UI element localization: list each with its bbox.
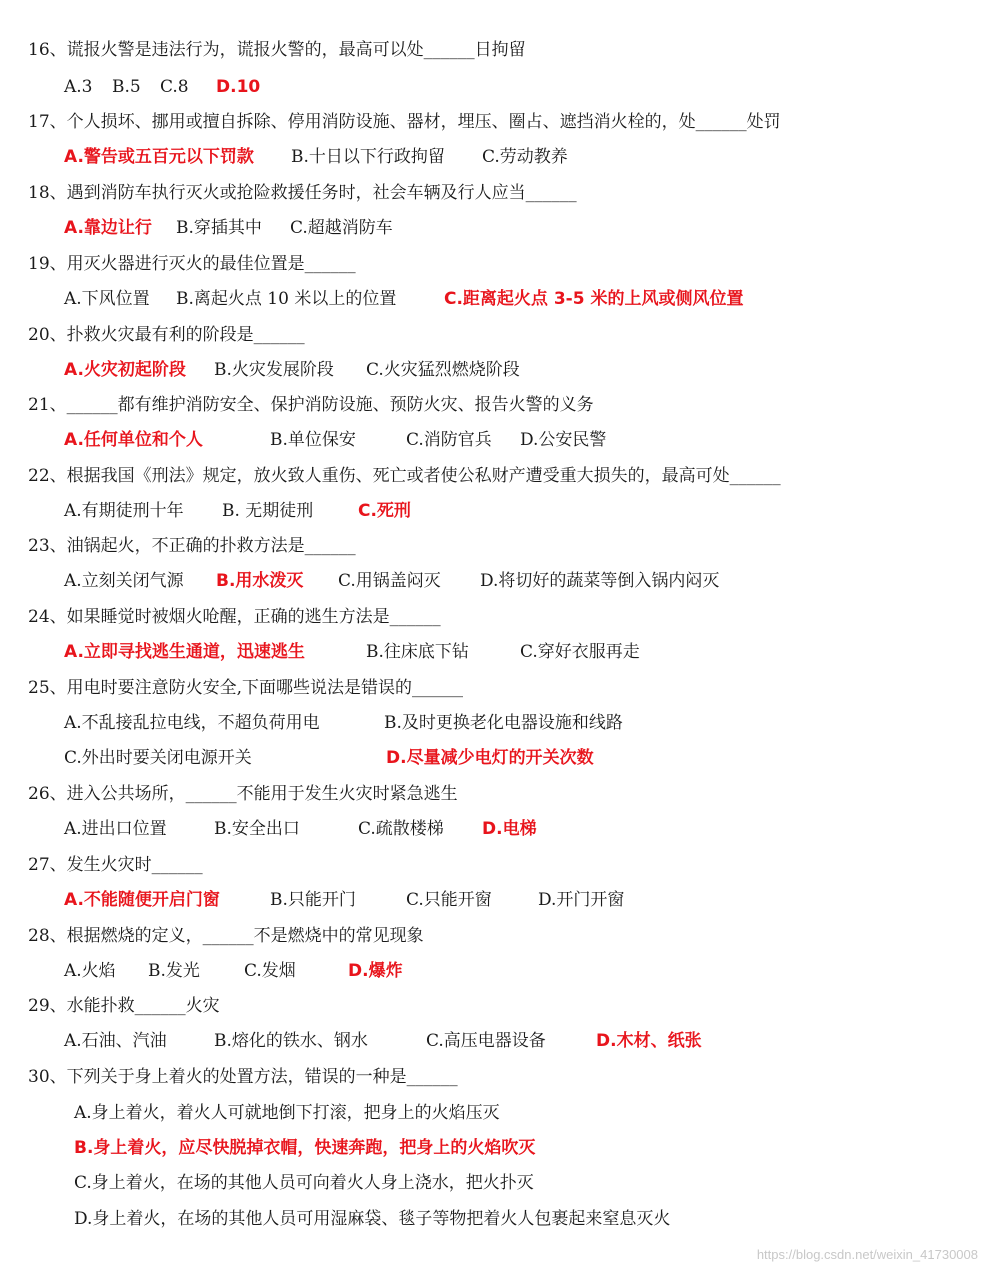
answer-option: D.身上着火，在场的其他人员可用湿麻袋、毯子等物把着火人包裹起来窒息灭火 bbox=[74, 1209, 671, 1229]
correct-answer: B.身上着火，应尽快脱掉衣帽，快速奔跑，把身上的火焰吹灭 bbox=[74, 1138, 536, 1158]
correct-answer: D.10 bbox=[216, 77, 261, 97]
correct-answer: A.不能随便开启门窗 bbox=[64, 890, 220, 910]
answer-option: C.疏散楼梯 bbox=[358, 819, 444, 839]
correct-answer: A.立即寻找逃生通道，迅速逃生 bbox=[64, 642, 305, 662]
question-text: 24、如果睡觉时被烟火呛醒，正确的逃生方法是______ bbox=[28, 607, 441, 627]
question-text: 27、发生火灾时______ bbox=[28, 855, 203, 875]
answer-option: B.离起火点 10 米以上的位置 bbox=[176, 289, 397, 309]
answer-option: B.发光 bbox=[148, 961, 200, 981]
answer-option: A.下风位置 bbox=[64, 289, 150, 309]
answer-option: C.消防官兵 bbox=[406, 430, 492, 450]
answer-option: C.高压电器设备 bbox=[426, 1031, 546, 1051]
question-text: 26、进入公共场所，______不能用于发生火灾时紧急逃生 bbox=[28, 784, 458, 804]
answer-option: D.将切好的蔬菜等倒入锅内闷灭 bbox=[480, 571, 720, 591]
answer-option: A.火焰 bbox=[64, 961, 116, 981]
correct-answer: D.爆炸 bbox=[348, 961, 403, 981]
correct-answer: A.靠边让行 bbox=[64, 218, 152, 238]
question-text: 16、谎报火警是违法行为，谎报火警的，最高可以处______日拘留 bbox=[28, 40, 526, 60]
answer-option: A.3 bbox=[64, 77, 93, 97]
answer-option: D.公安民警 bbox=[520, 430, 607, 450]
answer-option: B. 无期徒刑 bbox=[222, 501, 314, 521]
answer-option: C.外出时要关闭电源开关 bbox=[64, 748, 252, 768]
correct-answer: A.任何单位和个人 bbox=[64, 430, 203, 450]
correct-answer: D.电梯 bbox=[482, 819, 537, 839]
question-text: 28、根据燃烧的定义，______不是燃烧中的常见现象 bbox=[28, 926, 424, 946]
correct-answer: D.尽量减少电灯的开关次数 bbox=[386, 748, 594, 768]
answer-option: A.立刻关闭气源 bbox=[64, 571, 184, 591]
question-text: 22、根据我国《刑法》规定，放火致人重伤、死亡或者使公私财产遭受重大损失的，最高可处______ bbox=[28, 466, 781, 486]
question-text: 29、水能扑救______火灾 bbox=[28, 996, 220, 1016]
answer-option: C.只能开窗 bbox=[406, 890, 492, 910]
answer-option: B.只能开门 bbox=[270, 890, 356, 910]
watermark: https://blog.csdn.net/weixin_41730008 bbox=[756, 1247, 978, 1262]
question-text: 30、下列关于身上着火的处置方法，错误的一种是______ bbox=[28, 1067, 458, 1087]
question-text: 17、个人损坏、挪用或擅自拆除、停用消防设施、器材，埋压、圈占、遮挡消火栓的，处______处罚 bbox=[28, 112, 781, 132]
question-text: 18、遇到消防车执行灭火或抢险救援任务时，社会车辆及行人应当______ bbox=[28, 183, 577, 203]
answer-option: A.石油、汽油 bbox=[64, 1031, 167, 1051]
correct-answer: C.死刑 bbox=[358, 501, 411, 521]
correct-answer: D.木材、纸张 bbox=[596, 1031, 702, 1051]
answer-option: B.穿插其中 bbox=[176, 218, 262, 238]
answer-option: D.开门开窗 bbox=[538, 890, 625, 910]
answer-option: B.往床底下钻 bbox=[366, 642, 469, 662]
answer-option: B.安全出口 bbox=[214, 819, 300, 839]
correct-answer: C.距离起火点 3-5 米的上风或侧风位置 bbox=[444, 289, 744, 309]
answer-option: C.穿好衣服再走 bbox=[520, 642, 640, 662]
answer-option: C.身上着火，在场的其他人员可向着火人身上浇水，把火扑灭 bbox=[74, 1173, 534, 1193]
question-text: 25、用电时要注意防火安全,下面哪些说法是错误的______ bbox=[28, 678, 464, 698]
answer-option: A.身上着火，着火人可就地倒下打滚，把身上的火焰压灭 bbox=[74, 1103, 500, 1123]
answer-option: A.有期徒刑十年 bbox=[64, 501, 184, 521]
answer-option: C.用锅盖闷灭 bbox=[338, 571, 441, 591]
answer-option: B.单位保安 bbox=[270, 430, 356, 450]
correct-answer: A.警告或五百元以下罚款 bbox=[64, 147, 254, 167]
answer-option: B.熔化的铁水、钢水 bbox=[214, 1031, 368, 1051]
answer-option: B.火灾发展阶段 bbox=[214, 360, 334, 380]
answer-option: C.超越消防车 bbox=[290, 218, 393, 238]
correct-answer: A.火灾初起阶段 bbox=[64, 360, 186, 380]
answer-option: B.5 bbox=[112, 77, 141, 97]
answer-option: C.火灾猛烈燃烧阶段 bbox=[366, 360, 520, 380]
question-text: 19、用灭火器进行灭火的最佳位置是______ bbox=[28, 254, 356, 274]
question-text: 23、油锅起火，不正确的扑救方法是______ bbox=[28, 536, 356, 556]
answer-option: C.发烟 bbox=[244, 961, 296, 981]
answer-option: B.及时更换老化电器设施和线路 bbox=[384, 713, 623, 733]
answer-option: C.劳动教养 bbox=[482, 147, 568, 167]
answer-option: A.进出口位置 bbox=[64, 819, 167, 839]
answer-option: B.十日以下行政拘留 bbox=[291, 147, 445, 167]
question-text: 20、扑救火灾最有利的阶段是______ bbox=[28, 325, 305, 345]
question-text: 21、______都有维护消防安全、保护消防设施、预防火灾、报告火警的义务 bbox=[28, 395, 594, 415]
answer-option: C.8 bbox=[160, 77, 189, 97]
correct-answer: B.用水泼灭 bbox=[216, 571, 304, 591]
answer-option: A.不乱接乱拉电线，不超负荷用电 bbox=[64, 713, 320, 733]
